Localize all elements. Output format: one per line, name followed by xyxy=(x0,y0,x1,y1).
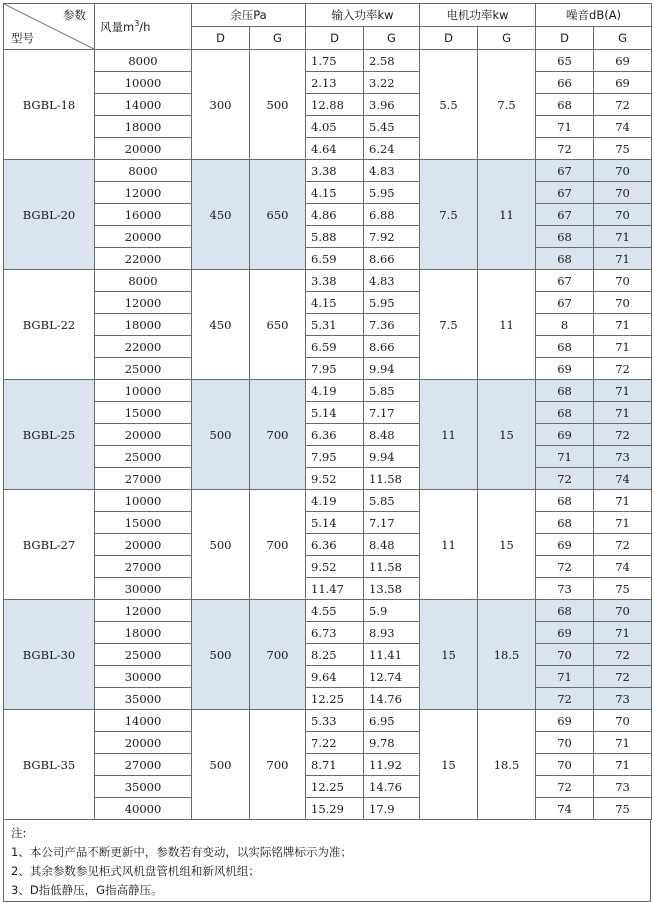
airflow-cell: 15000 xyxy=(95,402,192,424)
input-power-g-cell: 8.66 xyxy=(364,248,420,270)
header-row xyxy=(4,4,652,27)
motor-power-d-cell: 11 xyxy=(420,490,478,600)
airflow-cell: 22000 xyxy=(95,248,192,270)
noise-g-cell: 71 xyxy=(594,732,652,754)
noise-d-cell: 72 xyxy=(536,556,594,578)
noise-header: 噪音dB(A) xyxy=(536,4,652,27)
airflow-cell: 20000 xyxy=(95,138,192,160)
input-power-g-cell: 17.9 xyxy=(364,798,420,820)
noise-d-cell: 70 xyxy=(536,644,594,666)
noise-g-cell: 70 xyxy=(594,710,652,732)
table-row xyxy=(4,710,652,732)
airflow-cell: 20000 xyxy=(95,226,192,248)
noise-d-cell: 71 xyxy=(536,666,594,688)
noise-d-cell: 67 xyxy=(536,292,594,314)
pressure-d-cell: 500 xyxy=(192,710,250,820)
airflow-cell: 22000 xyxy=(95,336,192,358)
airflow-cell: 20000 xyxy=(95,732,192,754)
input-d-subheader: D xyxy=(306,27,364,50)
note-line-1: 1、本公司产品不断更新中，参数若有变动，以实际铭牌标示为准； xyxy=(11,845,352,859)
input-power-g-cell: 3.96 xyxy=(364,94,420,116)
airflow-cell: 27000 xyxy=(95,556,192,578)
pressure-g-subheader: G xyxy=(250,27,306,50)
table-row xyxy=(4,314,652,336)
motor-power-g-cell: 7.5 xyxy=(478,50,536,160)
noise-d-cell: 72 xyxy=(536,138,594,160)
input-power-d-cell: 1.75 xyxy=(306,50,364,72)
pressure-d-subheader: D xyxy=(192,27,250,50)
airflow-cell: 10000 xyxy=(95,380,192,402)
noise-d-cell: 72 xyxy=(536,468,594,490)
noise-d-cell: 67 xyxy=(536,204,594,226)
input-power-g-cell: 9.94 xyxy=(364,446,420,468)
airflow-header-unit: /h xyxy=(139,19,151,34)
input-power-d-cell: 4.19 xyxy=(306,490,364,512)
table-row xyxy=(4,468,652,490)
noise-d-cell: 69 xyxy=(536,358,594,380)
noise-d-cell: 74 xyxy=(536,798,594,820)
table-row xyxy=(4,50,652,72)
airflow-cell: 14000 xyxy=(95,94,192,116)
table-row xyxy=(4,798,652,820)
input-power-d-cell: 12.88 xyxy=(306,94,364,116)
table-row xyxy=(4,138,652,160)
noise-g-cell: 74 xyxy=(594,556,652,578)
airflow-cell: 25000 xyxy=(95,446,192,468)
table-row xyxy=(4,666,652,688)
input-power-g-cell: 14.76 xyxy=(364,776,420,798)
pressure-g-cell: 700 xyxy=(250,710,306,820)
input-power-g-cell: 5.9 xyxy=(364,600,420,622)
model-cell: BGBL-25 xyxy=(4,380,95,490)
pressure-d-cell: 500 xyxy=(192,490,250,600)
pressure-d-cell: 300 xyxy=(192,50,250,160)
table-row xyxy=(4,424,652,446)
noise-g-cell: 70 xyxy=(594,270,652,292)
noise-d-cell: 72 xyxy=(536,776,594,798)
notes-section xyxy=(3,820,651,902)
input-power-g-cell: 9.94 xyxy=(364,358,420,380)
noise-d-cell: 68 xyxy=(536,336,594,358)
table-row xyxy=(4,204,652,226)
input-power-g-cell: 8.93 xyxy=(364,622,420,644)
noise-d-cell: 68 xyxy=(536,512,594,534)
input-g-subheader: G xyxy=(364,27,420,50)
airflow-cell: 27000 xyxy=(95,754,192,776)
input-power-d-cell: 12.25 xyxy=(306,776,364,798)
table-row xyxy=(4,270,652,292)
table-row xyxy=(4,578,652,600)
noise-g-cell: 72 xyxy=(594,644,652,666)
airflow-cell: 8000 xyxy=(95,50,192,72)
input-power-d-cell: 3.38 xyxy=(306,160,364,182)
input-power-d-cell: 4.15 xyxy=(306,292,364,314)
noise-g-cell: 75 xyxy=(594,138,652,160)
input-power-d-cell: 7.95 xyxy=(306,358,364,380)
noise-d-cell: 68 xyxy=(536,94,594,116)
noise-g-cell: 71 xyxy=(594,754,652,776)
motor-d-subheader: D xyxy=(420,27,478,50)
noise-d-cell: 8 xyxy=(536,314,594,336)
noise-g-cell: 74 xyxy=(594,116,652,138)
airflow-cell: 35000 xyxy=(95,776,192,798)
airflow-cell: 20000 xyxy=(95,534,192,556)
noise-g-cell: 71 xyxy=(594,490,652,512)
input-power-d-cell: 4.64 xyxy=(306,138,364,160)
table-row xyxy=(4,512,652,534)
airflow-cell: 30000 xyxy=(95,578,192,600)
input-power-d-cell: 15.29 xyxy=(306,798,364,820)
motor-power-header: 电机功率kw xyxy=(420,4,536,27)
pressure-g-cell: 650 xyxy=(250,160,306,270)
input-power-g-cell: 11.58 xyxy=(364,556,420,578)
table-row xyxy=(4,358,652,380)
noise-d-cell: 70 xyxy=(536,754,594,776)
noise-d-cell: 67 xyxy=(536,182,594,204)
noise-g-cell: 71 xyxy=(594,512,652,534)
noise-d-cell: 67 xyxy=(536,270,594,292)
input-power-d-cell: 6.36 xyxy=(306,534,364,556)
table-row xyxy=(4,402,652,424)
noise-g-cell: 70 xyxy=(594,204,652,226)
table-row xyxy=(4,116,652,138)
noise-g-cell: 71 xyxy=(594,226,652,248)
table-row xyxy=(4,556,652,578)
input-power-g-cell: 11.41 xyxy=(364,644,420,666)
noise-d-cell: 69 xyxy=(536,424,594,446)
notes-title: 注: xyxy=(11,826,27,840)
pressure-g-cell: 500 xyxy=(250,50,306,160)
table-row xyxy=(4,226,652,248)
noise-g-cell: 69 xyxy=(594,72,652,94)
airflow-header-sup: 3 xyxy=(134,18,140,28)
motor-power-g-cell: 15 xyxy=(478,380,536,490)
input-power-g-cell: 7.17 xyxy=(364,512,420,534)
pressure-g-cell: 700 xyxy=(250,490,306,600)
noise-d-cell: 66 xyxy=(536,72,594,94)
noise-d-cell: 65 xyxy=(536,50,594,72)
input-power-g-cell: 5.95 xyxy=(364,292,420,314)
noise-d-cell: 68 xyxy=(536,380,594,402)
input-power-d-cell: 5.33 xyxy=(306,710,364,732)
noise-g-cell: 70 xyxy=(594,160,652,182)
noise-d-subheader: D xyxy=(536,27,594,50)
input-power-g-cell: 6.95 xyxy=(364,710,420,732)
noise-d-cell: 71 xyxy=(536,116,594,138)
input-power-g-cell: 8.48 xyxy=(364,534,420,556)
input-power-g-cell: 8.66 xyxy=(364,336,420,358)
noise-g-cell: 71 xyxy=(594,248,652,270)
airflow-cell: 12000 xyxy=(95,292,192,314)
note-line-2: 2、其余参数参见柜式风机盘管机组和新风机组； xyxy=(11,864,260,878)
input-power-d-cell: 6.59 xyxy=(306,248,364,270)
input-power-g-cell: 3.22 xyxy=(364,72,420,94)
pressure-g-cell: 700 xyxy=(250,380,306,490)
pressure-d-cell: 500 xyxy=(192,380,250,490)
noise-g-cell: 75 xyxy=(594,798,652,820)
noise-g-cell: 74 xyxy=(594,468,652,490)
noise-d-cell: 69 xyxy=(536,534,594,556)
motor-power-d-cell: 15 xyxy=(420,710,478,820)
noise-g-cell: 72 xyxy=(594,358,652,380)
airflow-cell: 10000 xyxy=(95,490,192,512)
airflow-cell: 12000 xyxy=(95,182,192,204)
airflow-cell: 18000 xyxy=(95,314,192,336)
airflow-cell: 18000 xyxy=(95,622,192,644)
airflow-cell: 30000 xyxy=(95,666,192,688)
input-power-g-cell: 14.76 xyxy=(364,688,420,710)
table-row xyxy=(4,248,652,270)
input-power-d-cell: 4.55 xyxy=(306,600,364,622)
corner-model-label: 型号 xyxy=(11,31,34,45)
input-power-d-cell: 5.31 xyxy=(306,314,364,336)
model-cell: BGBL-20 xyxy=(4,160,95,270)
airflow-cell: 25000 xyxy=(95,358,192,380)
input-power-d-cell: 7.95 xyxy=(306,446,364,468)
input-power-g-cell: 7.92 xyxy=(364,226,420,248)
input-power-d-cell: 6.36 xyxy=(306,424,364,446)
spec-table-body xyxy=(4,4,652,820)
spec-table xyxy=(3,3,652,820)
noise-d-cell: 67 xyxy=(536,160,594,182)
noise-g-cell: 75 xyxy=(594,578,652,600)
airflow-header xyxy=(95,4,192,50)
input-power-d-cell: 5.14 xyxy=(306,402,364,424)
input-power-g-cell: 7.17 xyxy=(364,402,420,424)
input-power-g-cell: 9.78 xyxy=(364,732,420,754)
noise-d-cell: 68 xyxy=(536,248,594,270)
input-power-g-cell: 5.45 xyxy=(364,116,420,138)
noise-d-cell: 68 xyxy=(536,600,594,622)
input-power-g-cell: 8.48 xyxy=(364,424,420,446)
input-power-d-cell: 7.22 xyxy=(306,732,364,754)
airflow-cell: 25000 xyxy=(95,644,192,666)
pressure-d-cell: 450 xyxy=(192,270,250,380)
input-power-d-cell: 6.73 xyxy=(306,622,364,644)
table-row xyxy=(4,622,652,644)
noise-g-cell: 70 xyxy=(594,182,652,204)
input-power-g-cell: 4.83 xyxy=(364,270,420,292)
input-power-d-cell: 2.13 xyxy=(306,72,364,94)
noise-g-cell: 72 xyxy=(594,534,652,556)
airflow-cell: 14000 xyxy=(95,710,192,732)
model-cell: BGBL-27 xyxy=(4,490,95,600)
noise-g-cell: 71 xyxy=(594,314,652,336)
noise-d-cell: 68 xyxy=(536,402,594,424)
table-row xyxy=(4,688,652,710)
input-power-g-cell: 5.95 xyxy=(364,182,420,204)
pressure-g-cell: 650 xyxy=(250,270,306,380)
noise-g-cell: 71 xyxy=(594,402,652,424)
input-power-g-cell: 7.36 xyxy=(364,314,420,336)
table-row xyxy=(4,776,652,798)
motor-power-g-cell: 18.5 xyxy=(478,600,536,710)
input-power-d-cell: 5.88 xyxy=(306,226,364,248)
input-power-header: 输入功率kw xyxy=(306,4,420,27)
input-power-g-cell: 12.74 xyxy=(364,666,420,688)
input-power-d-cell: 11.47 xyxy=(306,578,364,600)
airflow-cell: 40000 xyxy=(95,798,192,820)
noise-g-cell: 73 xyxy=(594,776,652,798)
input-power-g-cell: 5.85 xyxy=(364,490,420,512)
motor-power-g-cell: 11 xyxy=(478,160,536,270)
airflow-header-text: 风量m xyxy=(100,19,135,34)
corner-params-label: 参数 xyxy=(63,8,86,22)
noise-g-cell: 73 xyxy=(594,688,652,710)
input-power-g-cell: 11.58 xyxy=(364,468,420,490)
motor-power-d-cell: 7.5 xyxy=(420,160,478,270)
airflow-cell: 10000 xyxy=(95,72,192,94)
input-power-d-cell: 4.19 xyxy=(306,380,364,402)
noise-d-cell: 72 xyxy=(536,688,594,710)
motor-power-d-cell: 5.5 xyxy=(420,50,478,160)
table-row xyxy=(4,644,652,666)
table-row xyxy=(4,732,652,754)
input-power-g-cell: 6.88 xyxy=(364,204,420,226)
noise-g-cell: 73 xyxy=(594,446,652,468)
input-power-d-cell: 9.52 xyxy=(306,468,364,490)
airflow-cell: 8000 xyxy=(95,270,192,292)
input-power-d-cell: 5.14 xyxy=(306,512,364,534)
table-row xyxy=(4,182,652,204)
noise-d-cell: 68 xyxy=(536,490,594,512)
input-power-d-cell: 12.25 xyxy=(306,688,364,710)
noise-g-cell: 72 xyxy=(594,94,652,116)
airflow-cell: 27000 xyxy=(95,468,192,490)
corner-header-cell xyxy=(4,4,95,50)
table-row xyxy=(4,94,652,116)
model-cell: BGBL-35 xyxy=(4,710,95,820)
input-power-d-cell: 9.52 xyxy=(306,556,364,578)
table-row xyxy=(4,292,652,314)
table-row xyxy=(4,534,652,556)
table-row xyxy=(4,380,652,402)
table-row xyxy=(4,446,652,468)
motor-g-subheader: G xyxy=(478,27,536,50)
input-power-g-cell: 6.24 xyxy=(364,138,420,160)
airflow-cell: 12000 xyxy=(95,600,192,622)
noise-g-cell: 70 xyxy=(594,292,652,314)
noise-d-cell: 69 xyxy=(536,622,594,644)
input-power-g-cell: 4.83 xyxy=(364,160,420,182)
input-power-d-cell: 4.05 xyxy=(306,116,364,138)
noise-d-cell: 70 xyxy=(536,732,594,754)
input-power-g-cell: 13.58 xyxy=(364,578,420,600)
input-power-d-cell: 9.64 xyxy=(306,666,364,688)
input-power-g-cell: 5.85 xyxy=(364,380,420,402)
motor-power-g-cell: 11 xyxy=(478,270,536,380)
airflow-cell: 8000 xyxy=(95,160,192,182)
table-row xyxy=(4,160,652,182)
input-power-d-cell: 8.25 xyxy=(306,644,364,666)
motor-power-g-cell: 15 xyxy=(478,490,536,600)
input-power-g-cell: 2.58 xyxy=(364,50,420,72)
airflow-cell: 35000 xyxy=(95,688,192,710)
noise-g-cell: 69 xyxy=(594,50,652,72)
note-line-3: 3、D指低静压，G指高静压。 xyxy=(11,883,163,897)
input-power-d-cell: 4.86 xyxy=(306,204,364,226)
table-row xyxy=(4,336,652,358)
model-cell: BGBL-30 xyxy=(4,600,95,710)
input-power-d-cell: 4.15 xyxy=(306,182,364,204)
input-power-d-cell: 6.59 xyxy=(306,336,364,358)
input-power-d-cell: 3.38 xyxy=(306,270,364,292)
input-power-g-cell: 11.92 xyxy=(364,754,420,776)
noise-g-cell: 72 xyxy=(594,666,652,688)
noise-g-cell: 70 xyxy=(594,600,652,622)
pressure-header: 余压Pa xyxy=(192,4,306,27)
pressure-d-cell: 500 xyxy=(192,600,250,710)
motor-power-d-cell: 7.5 xyxy=(420,270,478,380)
noise-g-cell: 71 xyxy=(594,336,652,358)
airflow-cell: 18000 xyxy=(95,116,192,138)
noise-g-cell: 72 xyxy=(594,424,652,446)
model-cell: BGBL-18 xyxy=(4,50,95,160)
noise-d-cell: 71 xyxy=(536,446,594,468)
pressure-g-cell: 700 xyxy=(250,600,306,710)
noise-g-subheader: G xyxy=(594,27,652,50)
table-row xyxy=(4,754,652,776)
noise-g-cell: 71 xyxy=(594,622,652,644)
noise-d-cell: 73 xyxy=(536,578,594,600)
noise-d-cell: 69 xyxy=(536,710,594,732)
airflow-cell: 15000 xyxy=(95,512,192,534)
model-cell: BGBL-22 xyxy=(4,270,95,380)
motor-power-g-cell: 18.5 xyxy=(478,710,536,820)
table-row xyxy=(4,490,652,512)
input-power-d-cell: 8.71 xyxy=(306,754,364,776)
noise-d-cell: 68 xyxy=(536,226,594,248)
noise-g-cell: 71 xyxy=(594,380,652,402)
motor-power-d-cell: 15 xyxy=(420,600,478,710)
motor-power-d-cell: 11 xyxy=(420,380,478,490)
airflow-cell: 20000 xyxy=(95,424,192,446)
table-row xyxy=(4,72,652,94)
table-row xyxy=(4,600,652,622)
pressure-d-cell: 450 xyxy=(192,160,250,270)
airflow-cell: 16000 xyxy=(95,204,192,226)
